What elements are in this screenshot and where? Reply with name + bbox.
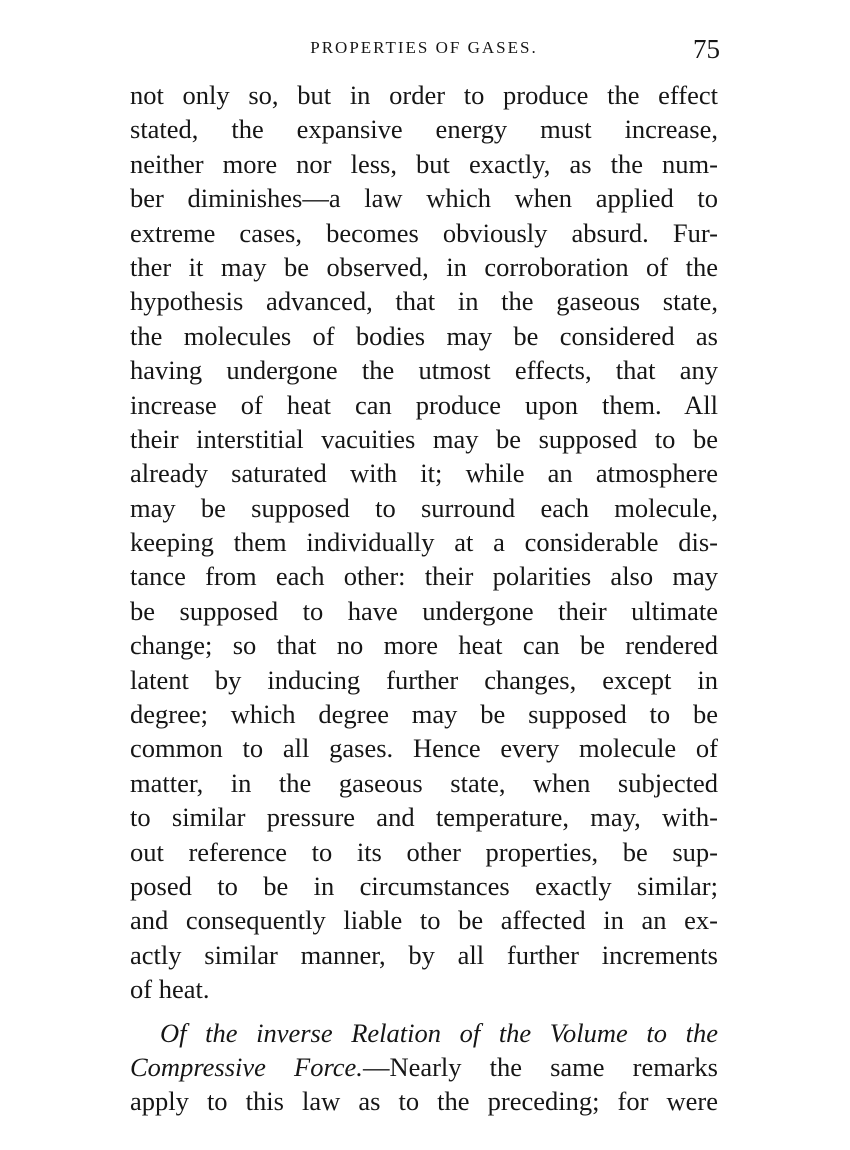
running-title: PROPERTIES OF GASES. bbox=[310, 38, 538, 57]
text-line: actly similar manner, by all further increments bbox=[130, 939, 718, 970]
text-line bbox=[130, 1050, 718, 1084]
text-line: stated, the expansive energy must increase, bbox=[130, 114, 718, 145]
running-header bbox=[130, 34, 718, 66]
text-line: extreme cases, becomes obviously absurd. Fur- bbox=[130, 217, 718, 248]
text-line: and consequently liable to be affected in an ex- bbox=[130, 905, 718, 936]
text-line: degree; which degree may be supposed to be bbox=[130, 699, 718, 730]
text-line: ber diminishes—a law which when applied to bbox=[130, 183, 718, 214]
text-line: neither more nor less, but exactly, as the num- bbox=[130, 148, 718, 179]
text-line: having undergone the utmost effects, that any bbox=[130, 355, 718, 386]
text-line: latent by inducing further changes, except in bbox=[130, 664, 718, 695]
text-line: ther it may be observed, in corroboration of the bbox=[130, 251, 718, 282]
text-line: already saturated with it; while an atmosphere bbox=[130, 458, 718, 489]
text-line: increase of heat can produce upon them. All bbox=[130, 389, 718, 420]
section-heading-line: Of the inverse Relation of the Volume to the bbox=[160, 1017, 718, 1048]
text-line: to similar pressure and temperature, may, with- bbox=[130, 802, 718, 833]
text-line: posed to be in circumstances exactly similar; bbox=[130, 870, 718, 901]
text-line: common to all gases. Hence every molecule of bbox=[130, 733, 718, 764]
text-line: their interstitial vacuities may be supposed to be bbox=[130, 423, 718, 454]
page-number: 75 bbox=[693, 34, 720, 64]
page-body bbox=[130, 78, 718, 1119]
text-line: be supposed to have undergone their ultimate bbox=[130, 595, 718, 626]
paragraph-continued bbox=[130, 78, 718, 1007]
text-line: out reference to its other properties, be sup- bbox=[130, 836, 718, 867]
text-line: change; so that no more heat can be rendered bbox=[130, 630, 718, 661]
text-line: hypothesis advanced, that in the gaseous state, bbox=[130, 286, 718, 317]
text-line: the molecules of bodies may be considered as bbox=[130, 320, 718, 351]
text-line: of heat. bbox=[130, 974, 210, 1005]
text-line: keeping them individually at a considerable dis- bbox=[130, 527, 718, 558]
text-line: tance from each other: their polarities also may bbox=[130, 561, 718, 592]
text-line: not only so, but in order to produce the effect bbox=[130, 80, 718, 110]
text-line: may be supposed to surround each molecule, bbox=[130, 492, 718, 523]
section-heading-end: Compressive Force. bbox=[130, 1051, 363, 1082]
text-line-rest: —Nearly the same remarks bbox=[362, 1051, 718, 1082]
paragraph-section-heading bbox=[130, 1016, 718, 1119]
text-line: apply to this law as to the preceding; for were bbox=[130, 1086, 718, 1117]
text-line: matter, in the gaseous state, when subjected bbox=[130, 767, 718, 798]
